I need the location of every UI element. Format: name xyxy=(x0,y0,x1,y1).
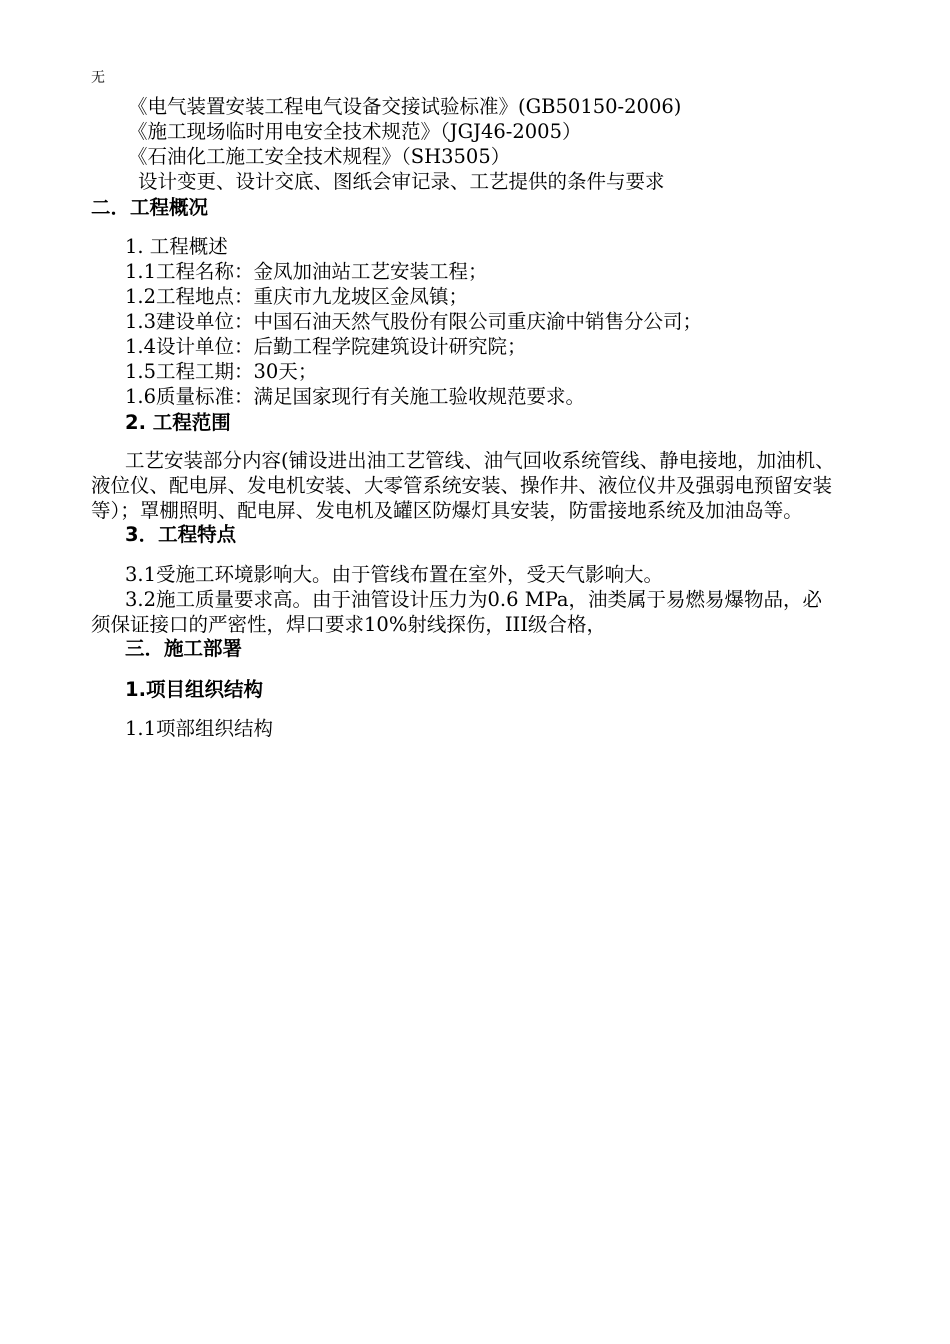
feature-paragraph-line: 须保证接口的严密性，焊口要求10%射线探伤，III级合格， xyxy=(91,613,606,636)
header-note: 无 xyxy=(91,70,105,86)
reference-item: 《电气装置安装工程电气设备交接试验标准》(GB50150-2006) xyxy=(128,95,682,118)
reference-item: 《石油化工施工安全技术规程》（SH3505） xyxy=(128,145,511,168)
subsection-title: 1.项目组织结构 xyxy=(125,678,263,701)
feature-paragraph-line: 3.2施工质量要求高。由于油管设计压力为0.6 MPa，油类属于易燃易爆物品，必 xyxy=(125,588,823,611)
scope-paragraph-line: 液位仪、配电屏、发电机安装、大零管系统安装、操作井、液位仪井及强弱电预留安装 xyxy=(91,474,833,497)
feature-paragraph: 3.1受施工环境影响大。由于管线布置在室外，受天气影响大。 xyxy=(125,563,664,586)
overview-item: 1.6质量标准：满足国家现行有关施工验收规范要求。 xyxy=(125,385,586,408)
overview-item: 1.4设计单位：后勤工程学院建筑设计研究院； xyxy=(125,335,527,358)
overview-item: 1.3建设单位：中国石油天然气股份有限公司重庆渝中销售分公司； xyxy=(125,310,703,333)
scope-paragraph-line: 等）；罩棚照明、配电屏、发电机及罐区防爆灯具安装，防雷接地系统及加油岛等。 xyxy=(91,499,803,522)
overview-item: 1.1工程名称：金凤加油站工艺安装工程； xyxy=(125,260,488,283)
reference-item: 设计变更、设计交底、图纸会审记录、工艺提供的条件与要求 xyxy=(138,170,665,193)
scope-paragraph-line: 工艺安装部分内容(铺设进出油工艺管线、油气回收系统管线、静电接地，加油机、 xyxy=(125,449,835,472)
section-heading: 二．工程概况 xyxy=(91,196,209,219)
overview-item: 1.5工程工期：30天； xyxy=(125,360,318,383)
subsection-title: 3．工程特点 xyxy=(125,523,237,546)
section-heading: 三．施工部署 xyxy=(125,637,243,660)
overview-item: 1.2工程地点：重庆市九龙坡区金凤镇； xyxy=(125,285,469,308)
subsection-title: 2. 工程范围 xyxy=(125,411,231,434)
reference-item: 《施工现场临时用电安全技术规范》（JGJ46-2005） xyxy=(128,120,582,143)
subsection-title: 1. 工程概述 xyxy=(125,235,228,258)
subsection-item: 1.1项部组织结构 xyxy=(125,717,274,740)
